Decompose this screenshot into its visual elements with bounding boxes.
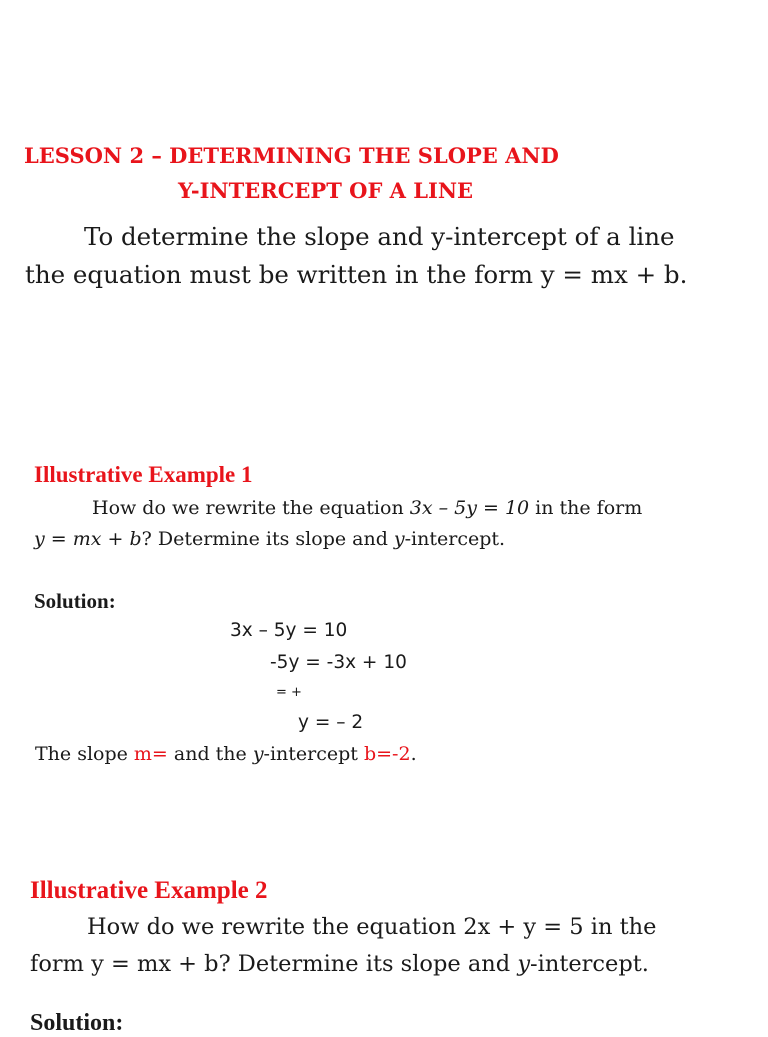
example2-q2-var: y [517, 951, 531, 977]
example1-q1-post: in the form [529, 497, 643, 519]
example2-question-line2 [30, 951, 649, 977]
example2-q2-pre: form y = mx + b? Determine its slope and [30, 951, 518, 977]
lesson-title-line1: LESSON 2 – DETERMINING THE SLOPE AND [24, 143, 559, 168]
example1-q1-pre: How do we rewrite the equation [92, 497, 410, 519]
example1-q2-post: ? Determine its slope and [141, 528, 394, 550]
example1-conclusion-mid: and the [167, 743, 253, 765]
example1-q2-end: -intercept. [404, 528, 506, 550]
example2-heading: Illustrative Example 2 [30, 877, 268, 904]
example1-conclusion [35, 743, 417, 765]
intercept-value: b=-2 [363, 743, 411, 765]
example1-step-1: 3x – 5y = 10 [230, 620, 348, 641]
example1-q1-eq: 3x – 5y = 10 [409, 497, 530, 519]
example1-q2-eq: y = mx + b [34, 528, 142, 550]
lesson-title-line2: Y-INTERCEPT OF A LINE [178, 178, 474, 203]
example1-step-2: -5y = -3x + 10 [270, 652, 407, 673]
example1-conclusion-mid2: -intercept [263, 743, 364, 765]
example1-heading: Illustrative Example 1 [34, 462, 253, 487]
example1-question-line2 [34, 528, 505, 550]
example1-conclusion-var: y [252, 743, 264, 765]
intro-line1: To determine the slope and y-intercept of a line [84, 222, 675, 251]
example1-question-line1 [92, 497, 642, 519]
example2-solution-label: Solution: [30, 1010, 124, 1036]
example1-solution-label: Solution: [34, 589, 116, 613]
example1-step-4: y = – 2 [298, 712, 364, 733]
slope-value: m= [133, 743, 168, 765]
example1-conclusion-pre: The slope [35, 743, 134, 765]
example2-question-line1: How do we rewrite the equation 2x + y = 5 in the [87, 914, 657, 940]
example1-q2-var: y [393, 528, 405, 550]
example2-q2-end: -intercept. [530, 951, 649, 977]
example1-step-3: = + [276, 685, 302, 700]
example1-conclusion-end: . [410, 743, 417, 765]
intro-line2: the equation must be written in the form y = mx + b. [25, 260, 688, 289]
